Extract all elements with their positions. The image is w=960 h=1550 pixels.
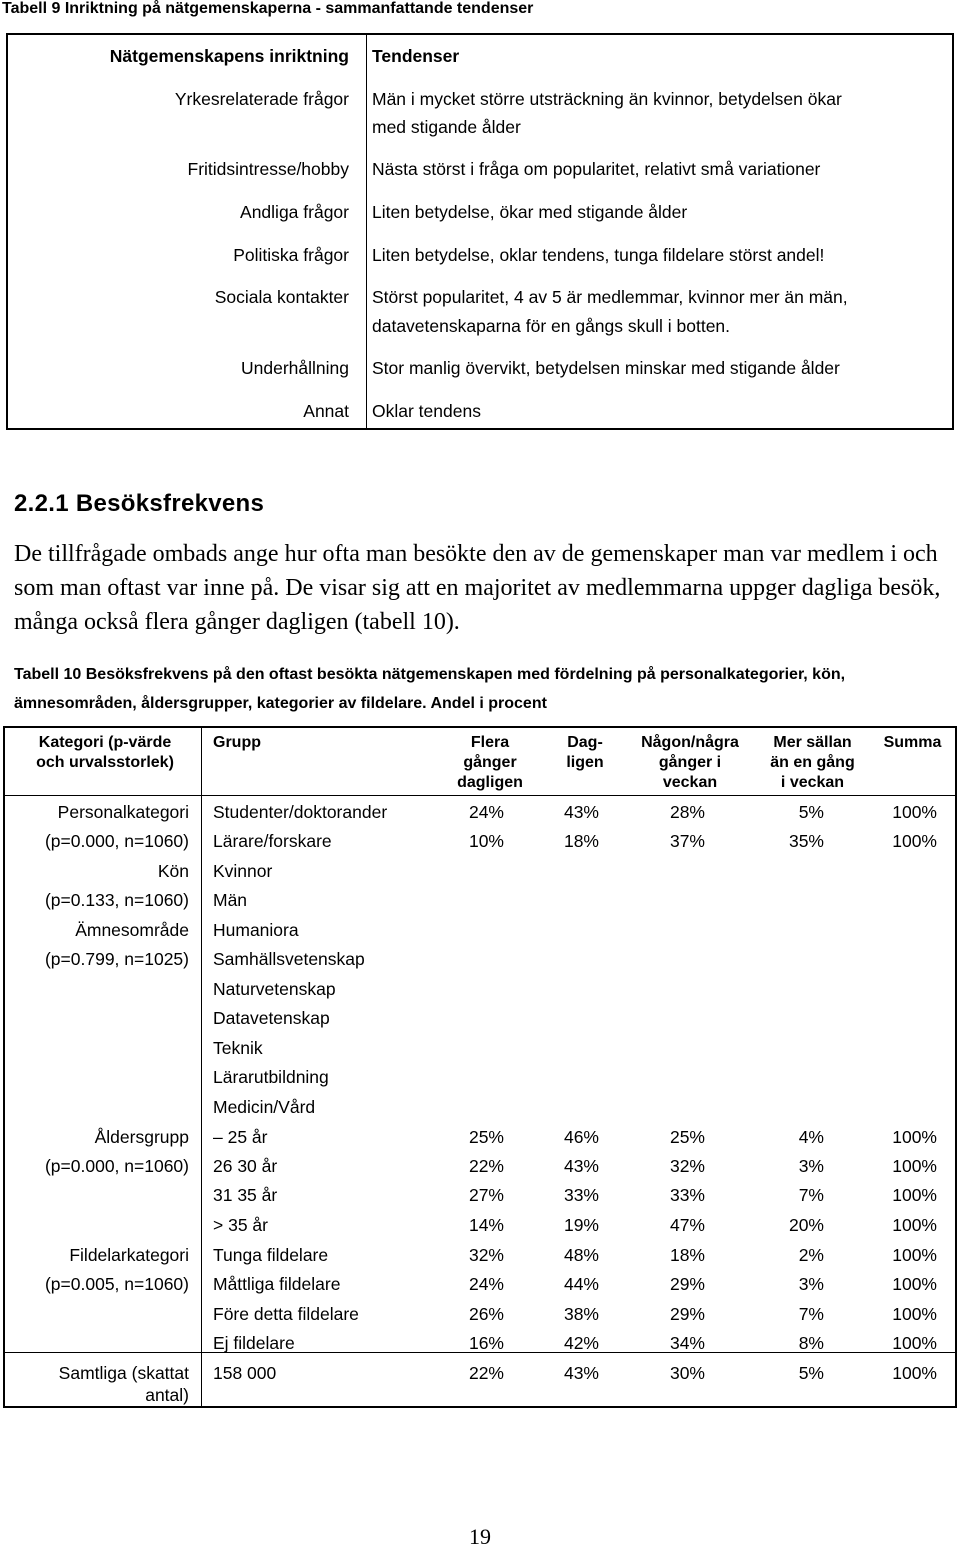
table-row-group: Studenter/doktorander xyxy=(213,802,388,822)
table9-row-label: Andliga frågor xyxy=(240,202,349,222)
table-cell-value: 20% xyxy=(788,1215,824,1235)
table-cell-value: 5% xyxy=(798,1363,824,1383)
table9-row-text: Män i mycket större utsträckning än kvinnor, betydelsen ökar xyxy=(372,89,842,109)
table-cell-value: 7% xyxy=(798,1304,824,1324)
table-cell-value: 100% xyxy=(892,1127,937,1147)
table9-row-text: med stigande ålder xyxy=(372,117,521,137)
section-heading: 2.2.1 Besöksfrekvens xyxy=(14,490,265,517)
table-cell-value: 42% xyxy=(563,1333,599,1353)
table-row-group: Lärare/forskare xyxy=(213,831,332,851)
table-cell-value: 18% xyxy=(669,1245,705,1265)
table-cell-value: 34% xyxy=(669,1333,705,1353)
category-label: Ämnesområde xyxy=(75,920,189,940)
table-row-group: 158 000 xyxy=(213,1363,277,1383)
table9-row-text: Oklar tendens xyxy=(372,401,481,421)
table-cell-value: 19% xyxy=(563,1215,599,1235)
table-cell-value: 30% xyxy=(669,1363,705,1383)
section-paragraph: De tillfrågade ombads ange hur ofta man besökte den av de gemenskaper man var medlem i och som man oftast var inne på. De visar sig att en majoritet av medlemmarna uppger dagliga besök, många också flera gånger dagligen (tabell 10). xyxy=(14,541,941,635)
table-cell-value: 26% xyxy=(468,1304,504,1324)
table9-divider xyxy=(366,35,367,428)
category-label: Fildelarkategori xyxy=(69,1245,189,1265)
table-cell-value: 38% xyxy=(563,1304,599,1324)
table-cell-value: 100% xyxy=(892,1156,937,1176)
table-cell-value: 33% xyxy=(563,1185,599,1205)
table-cell-value: 43% xyxy=(563,1156,599,1176)
header-flera: Flera gånger dagligen xyxy=(457,734,523,791)
table-cell-value: 35% xyxy=(788,831,824,851)
table-cell-value: 29% xyxy=(669,1274,705,1294)
table-row-group: Måttliga fildelare xyxy=(213,1274,341,1294)
category-label: antal) xyxy=(145,1385,189,1405)
table-cell-value: 100% xyxy=(892,831,937,851)
category-label: Samtliga (skattat xyxy=(58,1363,189,1383)
category-pvalue: (p=0.000, n=1060) xyxy=(44,831,189,851)
table-row-group: – 25 år xyxy=(213,1127,268,1147)
table10-title: Tabell 10 Besöksfrekvens på den oftast besökta nätgemenskapen med fördelning på personalkategorier, kön, ämnesområden, åldersgrupper, kategorier av fildelare. Andel i procent xyxy=(14,666,846,712)
table-cell-value: 100% xyxy=(892,802,937,822)
table-cell-value: 25% xyxy=(669,1127,705,1147)
table-cell-value: 18% xyxy=(563,831,599,851)
table9-title: Tabell 9 Inriktning på nätgemenskaperna - sammanfattande tendenser xyxy=(2,0,534,17)
table-cell-value: 47% xyxy=(669,1215,705,1235)
table-row-group: 26 30 år xyxy=(213,1156,278,1176)
category-pvalue: (p=0.000, n=1060) xyxy=(44,1156,189,1176)
table9 xyxy=(6,33,954,430)
table-row-group: Samhällsvetenskap xyxy=(213,949,365,969)
table9-row-label: Underhållning xyxy=(241,358,349,378)
category-pvalue: (p=0.799, n=1025) xyxy=(44,949,189,969)
table-cell-value: 100% xyxy=(892,1304,937,1324)
header-mer-sallan: Mer sällan än en gång i veckan xyxy=(770,734,855,791)
table-cell-value: 16% xyxy=(468,1333,504,1353)
table-cell-value: 37% xyxy=(669,831,705,851)
table-cell-value: 32% xyxy=(669,1156,705,1176)
table-cell-value: 7% xyxy=(798,1185,824,1205)
table9-row-text: Liten betydelse, oklar tendens, tunga fildelare störst andel! xyxy=(372,245,825,265)
table9-header-left: Nätgemenskapens inriktning xyxy=(109,46,349,66)
table-cell-value: 33% xyxy=(669,1185,705,1205)
table9-row-label: Fritidsintresse/hobby xyxy=(187,159,349,179)
table-cell-value: 48% xyxy=(563,1245,599,1265)
table-row-group: Lärarutbildning xyxy=(213,1067,329,1087)
table-cell-value: 24% xyxy=(468,802,504,822)
table-cell-value: 43% xyxy=(563,1363,599,1383)
table9-row-text: Nästa störst i fråga om popularitet, relativt små variationer xyxy=(372,159,821,179)
table-cell-value: 24% xyxy=(468,1274,504,1294)
table-cell-value: 44% xyxy=(563,1274,599,1294)
table9-row-text: Störst popularitet, 4 av 5 är medlemmar, kvinnor mer än män, xyxy=(372,287,848,307)
table10-divider xyxy=(201,728,202,1406)
table-cell-value: 28% xyxy=(669,802,705,822)
table-row-group: Kvinnor xyxy=(213,861,273,881)
header-grupp: Grupp xyxy=(213,734,261,751)
table-cell-value: 5% xyxy=(798,802,824,822)
table-cell-value: 8% xyxy=(798,1333,824,1353)
table9-header-right: Tendenser xyxy=(372,46,460,66)
table-cell-value: 22% xyxy=(468,1363,504,1383)
header-kategori: Kategori (p-värde och urvalsstorlek) xyxy=(36,734,174,771)
table-row-group: Teknik xyxy=(213,1038,263,1058)
table9-row-label: Yrkesrelaterade frågor xyxy=(174,89,349,109)
table-cell-value: 29% xyxy=(669,1304,705,1324)
table-cell-value: 22% xyxy=(468,1156,504,1176)
table9-row-label: Politiska frågor xyxy=(233,245,349,265)
table-row-group: Före detta fildelare xyxy=(213,1304,359,1324)
table-cell-value: 3% xyxy=(798,1156,824,1176)
table-row-group: 31 35 år xyxy=(213,1185,278,1205)
table-cell-value: 46% xyxy=(563,1127,599,1147)
table-cell-value: 100% xyxy=(892,1363,937,1383)
table9-row-text: Stor manlig övervikt, betydelsen minskar med stigande ålder xyxy=(372,358,840,378)
table9-row-text: Liten betydelse, ökar med stigande ålder xyxy=(372,202,688,222)
category-label: Kön xyxy=(157,861,189,881)
table-cell-value: 27% xyxy=(468,1185,504,1205)
table10 xyxy=(3,726,957,1408)
table-cell-value: 43% xyxy=(563,802,599,822)
table-cell-value: 4% xyxy=(798,1127,824,1147)
table-row-group: Ej fildelare xyxy=(213,1333,295,1353)
table-cell-value: 10% xyxy=(468,831,504,851)
table-row-group: Tunga fildelare xyxy=(213,1245,329,1265)
table10-header-rule xyxy=(5,795,955,796)
table9-row-label: Annat xyxy=(303,401,349,421)
table-cell-value: 32% xyxy=(468,1245,504,1265)
table-row-group: Medicin/Vård xyxy=(213,1097,316,1117)
table-cell-value: 100% xyxy=(892,1245,937,1265)
header-dagligen: Dag- ligen xyxy=(566,734,604,771)
table9-row-text: datavetenskaparna för en gångs skull i botten. xyxy=(372,316,731,336)
category-label: Personalkategori xyxy=(57,802,189,822)
table-cell-value: 14% xyxy=(468,1215,504,1235)
header-nagon: Någon/några gånger i veckan xyxy=(641,734,739,791)
table-cell-value: 3% xyxy=(798,1274,824,1294)
table-cell-value: 100% xyxy=(892,1333,937,1353)
table-row-group: Humaniora xyxy=(213,920,299,940)
table-cell-value: 100% xyxy=(892,1185,937,1205)
table-cell-value: 100% xyxy=(892,1274,937,1294)
header-summa: Summa xyxy=(883,734,942,751)
table-cell-value: 100% xyxy=(892,1215,937,1235)
table-row-group: Datavetenskap xyxy=(213,1008,330,1028)
table-row-group: Naturvetenskap xyxy=(213,979,336,999)
category-pvalue: (p=0.005, n=1060) xyxy=(44,1274,189,1294)
table-cell-value: 2% xyxy=(798,1245,824,1265)
category-pvalue: (p=0.133, n=1060) xyxy=(44,890,189,910)
table-row-group: Män xyxy=(213,890,248,910)
table-row-group: > 35 år xyxy=(213,1215,268,1235)
page-number: 19 xyxy=(469,1524,491,1549)
table-cell-value: 25% xyxy=(468,1127,504,1147)
category-label: Åldersgrupp xyxy=(94,1127,189,1147)
table9-row-label: Sociala kontakter xyxy=(214,287,349,307)
